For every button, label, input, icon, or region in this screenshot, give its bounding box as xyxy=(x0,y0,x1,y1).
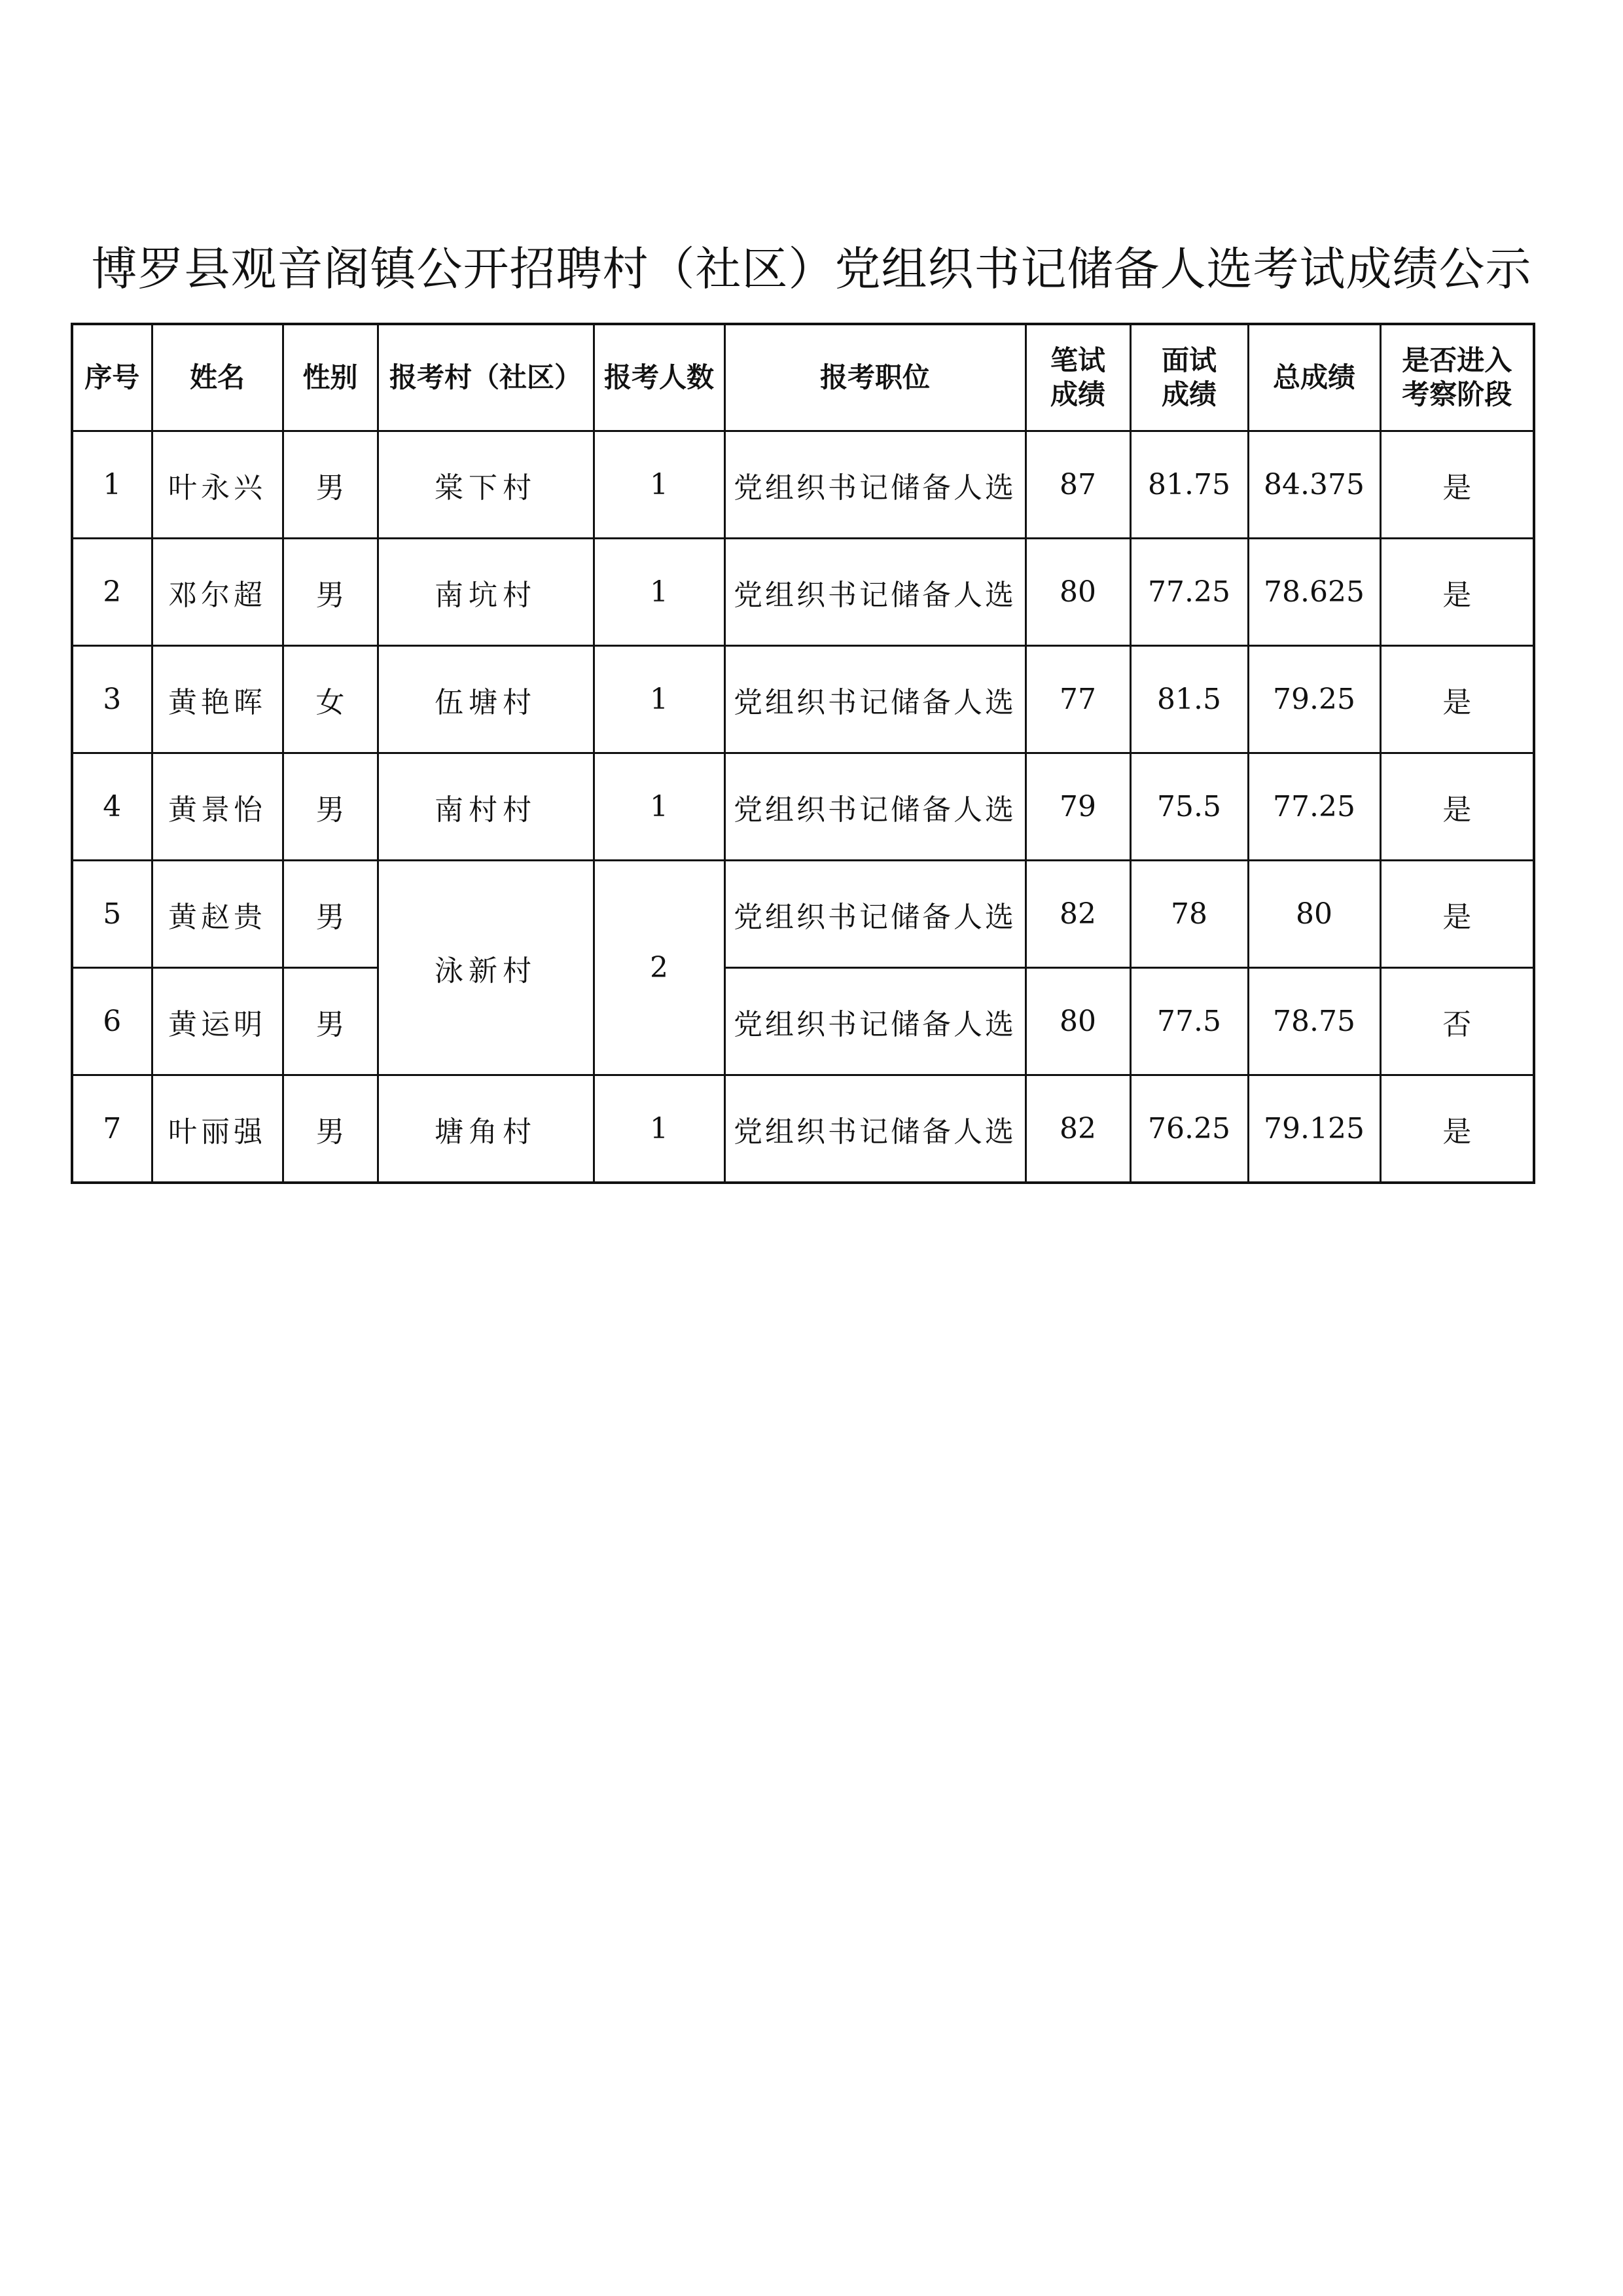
header-written-line2: 成绩 xyxy=(1050,378,1105,410)
cell-written: 77 xyxy=(1026,646,1130,753)
cell-gender: 男 xyxy=(283,968,378,1075)
cell-gender: 男 xyxy=(283,861,378,968)
header-position: 报考职位 xyxy=(724,324,1026,431)
page-title: 博罗县观音阁镇公开招聘村（社区）党组织书记储备人选考试成绩公示 xyxy=(91,242,1532,296)
cell-written: 80 xyxy=(1026,968,1130,1075)
cell-advance: 是 xyxy=(1380,753,1534,861)
cell-no: 6 xyxy=(72,968,152,1075)
header-total: 总成绩 xyxy=(1248,324,1380,431)
header-interview-line2: 成绩 xyxy=(1161,378,1217,410)
cell-interview: 75.5 xyxy=(1130,753,1248,861)
cell-name: 邓尔超 xyxy=(152,539,283,646)
cell-village: 伍塘村 xyxy=(378,646,594,753)
cell-count: 1 xyxy=(594,431,724,539)
table-row xyxy=(72,646,1534,753)
cell-no: 7 xyxy=(72,1075,152,1183)
cell-interview: 76.25 xyxy=(1130,1075,1248,1183)
cell-no: 4 xyxy=(72,753,152,861)
cell-count: 1 xyxy=(594,646,724,753)
cell-village: 南村村 xyxy=(378,753,594,861)
table-row xyxy=(72,968,1534,1075)
cell-count: 1 xyxy=(594,753,724,861)
header-name: 姓名 xyxy=(152,324,283,431)
header-row xyxy=(72,324,1534,431)
cell-gender: 男 xyxy=(283,753,378,861)
cell-advance: 是 xyxy=(1380,861,1534,968)
cell-gender: 男 xyxy=(283,539,378,646)
cell-no: 3 xyxy=(72,646,152,753)
cell-advance: 是 xyxy=(1380,431,1534,539)
cell-advance: 是 xyxy=(1380,539,1534,646)
cell-advance: 是 xyxy=(1380,1075,1534,1183)
cell-position: 党组织书记储备人选 xyxy=(724,753,1026,861)
cell-interview: 81.5 xyxy=(1130,646,1248,753)
header-advance xyxy=(1380,324,1534,431)
cell-gender: 男 xyxy=(283,431,378,539)
cell-village: 泳新村 xyxy=(378,861,594,1075)
table-row xyxy=(72,861,1534,968)
cell-position: 党组织书记储备人选 xyxy=(724,861,1026,968)
cell-village: 棠下村 xyxy=(378,431,594,539)
cell-name: 叶丽强 xyxy=(152,1075,283,1183)
header-count: 报考人数 xyxy=(594,324,724,431)
cell-position: 党组织书记储备人选 xyxy=(724,968,1026,1075)
cell-written: 82 xyxy=(1026,1075,1130,1183)
cell-name: 黄艳晖 xyxy=(152,646,283,753)
cell-village: 南坑村 xyxy=(378,539,594,646)
cell-total: 80 xyxy=(1248,861,1380,968)
header-interview-line1: 面试 xyxy=(1161,344,1217,376)
cell-total: 79.125 xyxy=(1248,1075,1380,1183)
cell-interview: 78 xyxy=(1130,861,1248,968)
cell-interview: 77.5 xyxy=(1130,968,1248,1075)
score-table xyxy=(71,323,1535,1184)
cell-position: 党组织书记储备人选 xyxy=(724,646,1026,753)
cell-written: 80 xyxy=(1026,539,1130,646)
table-row xyxy=(72,753,1534,861)
table-row xyxy=(72,1075,1534,1183)
header-village: 报考村（社区） xyxy=(378,324,594,431)
cell-count: 2 xyxy=(594,861,724,1075)
cell-village: 塘角村 xyxy=(378,1075,594,1183)
cell-advance: 否 xyxy=(1380,968,1534,1075)
cell-interview: 77.25 xyxy=(1130,539,1248,646)
cell-total: 77.25 xyxy=(1248,753,1380,861)
cell-position: 党组织书记储备人选 xyxy=(724,539,1026,646)
header-written-line1: 笔试 xyxy=(1050,344,1105,376)
cell-advance: 是 xyxy=(1380,646,1534,753)
cell-name: 黄运明 xyxy=(152,968,283,1075)
header-written xyxy=(1026,324,1130,431)
cell-position: 党组织书记储备人选 xyxy=(724,1075,1026,1183)
cell-written: 87 xyxy=(1026,431,1130,539)
table-row xyxy=(72,539,1534,646)
cell-total: 78.625 xyxy=(1248,539,1380,646)
cell-gender: 女 xyxy=(283,646,378,753)
cell-no: 2 xyxy=(72,539,152,646)
cell-name: 黄赵贵 xyxy=(152,861,283,968)
cell-total: 84.375 xyxy=(1248,431,1380,539)
header-interview xyxy=(1130,324,1248,431)
table-row xyxy=(72,431,1534,539)
cell-no: 1 xyxy=(72,431,152,539)
cell-written: 82 xyxy=(1026,861,1130,968)
cell-written: 79 xyxy=(1026,753,1130,861)
header-no: 序号 xyxy=(72,324,152,431)
cell-count: 1 xyxy=(594,1075,724,1183)
cell-total: 78.75 xyxy=(1248,968,1380,1075)
cell-name: 叶永兴 xyxy=(152,431,283,539)
cell-name: 黄景怡 xyxy=(152,753,283,861)
header-advance-line1: 是否进入 xyxy=(1402,344,1512,376)
cell-position: 党组织书记储备人选 xyxy=(724,431,1026,539)
cell-count: 1 xyxy=(594,539,724,646)
cell-total: 79.25 xyxy=(1248,646,1380,753)
cell-interview: 81.75 xyxy=(1130,431,1248,539)
cell-no: 5 xyxy=(72,861,152,968)
header-gender: 性别 xyxy=(283,324,378,431)
header-advance-line2: 考察阶段 xyxy=(1402,378,1512,410)
cell-gender: 男 xyxy=(283,1075,378,1183)
